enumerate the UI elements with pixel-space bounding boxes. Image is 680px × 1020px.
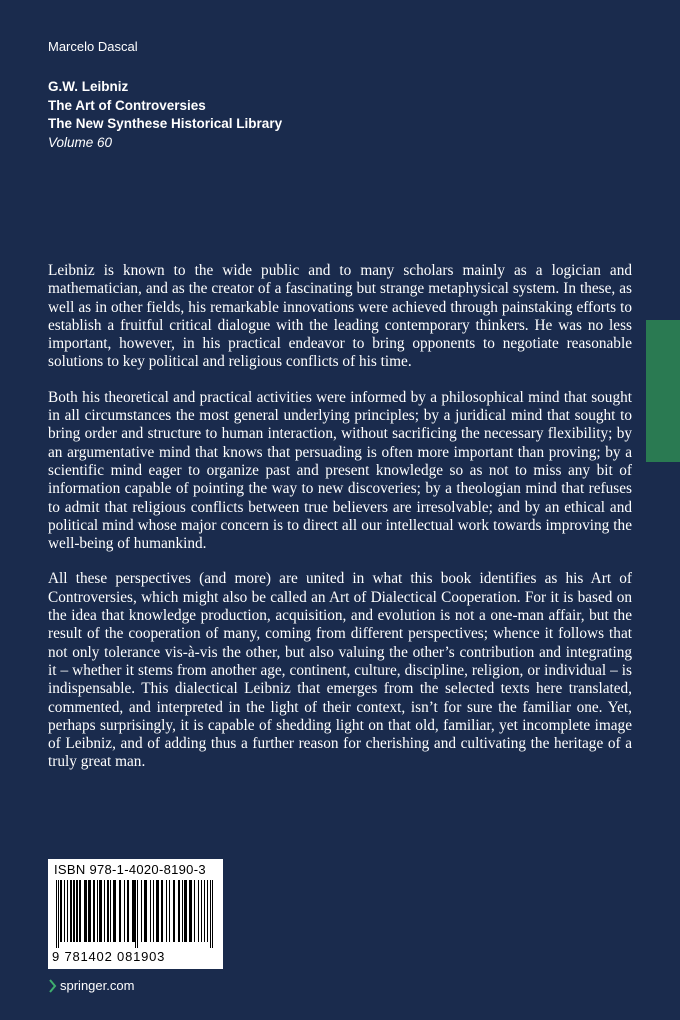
barcode-bar xyxy=(67,880,68,942)
barcode-guard-bar xyxy=(56,880,57,948)
barcode-bar xyxy=(132,880,135,942)
blurb-paragraph-2: Both his theoretical and practical activities were informed by a philosophical mind that sought in all circumstances the most general underlying principles; by a juridical mind that sought to bring order and structure to human interaction, without sacrificing the necessary flexibility; by an argumentative mind that knows that persuading is often more important than proving; by a scientific mind eager to organize past and present knowledge so as not to miss any bit of information capable of pointing the way to new discoveries; by a theologian mind that refuses to admit that religious conflicts between true believers are irresolvable; and by an ethical and political mind whose major concern is to direct all our intellectual work towards improving the well-being of humankind. xyxy=(48,388,632,553)
barcode-bar xyxy=(64,880,65,942)
barcode-bar xyxy=(104,880,105,942)
barcode-bar xyxy=(150,880,151,942)
barcode-bar xyxy=(198,880,199,942)
barcode-bar xyxy=(97,880,98,942)
barcode-bar xyxy=(144,880,147,942)
barcode-bar xyxy=(73,880,75,942)
barcode-bar xyxy=(161,880,163,942)
chevron-right-icon xyxy=(48,979,57,993)
barcode-guard-bar xyxy=(135,880,136,948)
series-title: The New Synthese Historical Library xyxy=(48,116,283,131)
barcode-bar xyxy=(124,880,125,942)
spine-accent-tab xyxy=(646,320,680,462)
barcode-bar xyxy=(169,880,170,942)
barcode-bar xyxy=(79,880,81,942)
barcode-bar xyxy=(99,880,102,942)
barcode-guard-bar xyxy=(212,880,213,948)
barcode-bar xyxy=(93,880,95,942)
barcode-bar xyxy=(141,880,142,942)
series-author-title: G.W. Leibniz xyxy=(48,79,129,94)
barcode-bar xyxy=(113,880,116,942)
barcode-bar xyxy=(107,880,109,942)
barcode-bar xyxy=(76,880,78,942)
blurb-paragraph-3: All these perspectives (and more) are united in what this book identifies as his Art of Controversies, which might also be called an Art of Dialectical Cooperation. For it is based on the idea that knowledge production, acquisition, and evolution is not a one-man affair, but the result of the cooperation of many, coming from different perspectives; whence it follows that not only tolerance vis-à-vis the other, but also valuing the other’s contribution and integrating it – whether it stems from another age, continent, culture, discipline, religion, or individual – is indispensable. This dialectical Leibniz that emerges from the selected texts here translated, commented, and interpreted in the light of their context, isn’t for sure the familiar one. Yet, perhaps surprisingly, it is capable of shedding light on that old, familiar, yet incomplete image of Leibniz, and of adding thus a further reason for cherishing and cultivating the heritage of a truly great man. xyxy=(48,570,632,771)
barcode-guard-bar xyxy=(210,880,211,948)
barcode-bar xyxy=(127,880,129,942)
barcode-digits: 9 781402 081903 xyxy=(52,949,166,964)
isbn-barcode xyxy=(48,859,223,969)
barcode-bar xyxy=(119,880,121,942)
barcode-bar xyxy=(153,880,154,942)
isbn-label: ISBN 978-1-4020-8190-3 xyxy=(54,862,206,877)
barcode-bar xyxy=(84,880,87,942)
barcode-guard-bar xyxy=(58,880,59,948)
barcode-bar xyxy=(201,880,202,942)
blurb-text xyxy=(48,262,632,789)
barcode-bar xyxy=(110,880,111,942)
barcode-bar xyxy=(173,880,175,942)
barcode-bar xyxy=(88,880,91,942)
barcode-bar xyxy=(184,880,187,942)
title-block xyxy=(48,78,282,152)
barcode-guard-bar xyxy=(137,880,138,948)
barcode-bar xyxy=(178,880,180,942)
barcode-bar xyxy=(70,880,72,942)
barcode-bar xyxy=(182,880,183,942)
barcode-bar xyxy=(189,880,192,942)
blurb-paragraph-1: Leibniz is known to the wide public and to many scholars mainly as a logician and mathematician, and as the creator of a fascinating but strange metaphysical system. In these, as well as in other fields, his remarkable innovations were achieved through painstaking efforts to establish a fruitful critical dialogue with the leading contemporary thinkers. He was no less important, however, in his practical endeavor to bring opponents to negotiate reasonable solutions to key political and religious conflicts of his time. xyxy=(48,262,632,371)
volume-number: Volume 60 xyxy=(48,134,113,150)
barcode-bar xyxy=(166,880,167,942)
barcode-bar xyxy=(194,880,195,942)
book-title: The Art of Controversies xyxy=(48,97,206,113)
barcode-bars xyxy=(54,880,217,948)
barcode-bar xyxy=(204,880,205,942)
publisher-website[interactable] xyxy=(48,978,134,993)
barcode-bar xyxy=(156,880,159,942)
barcode-bar xyxy=(207,880,208,942)
barcode-bar xyxy=(60,880,62,942)
author-name: Marcelo Dascal xyxy=(48,39,138,54)
website-label: springer.com xyxy=(60,978,135,993)
